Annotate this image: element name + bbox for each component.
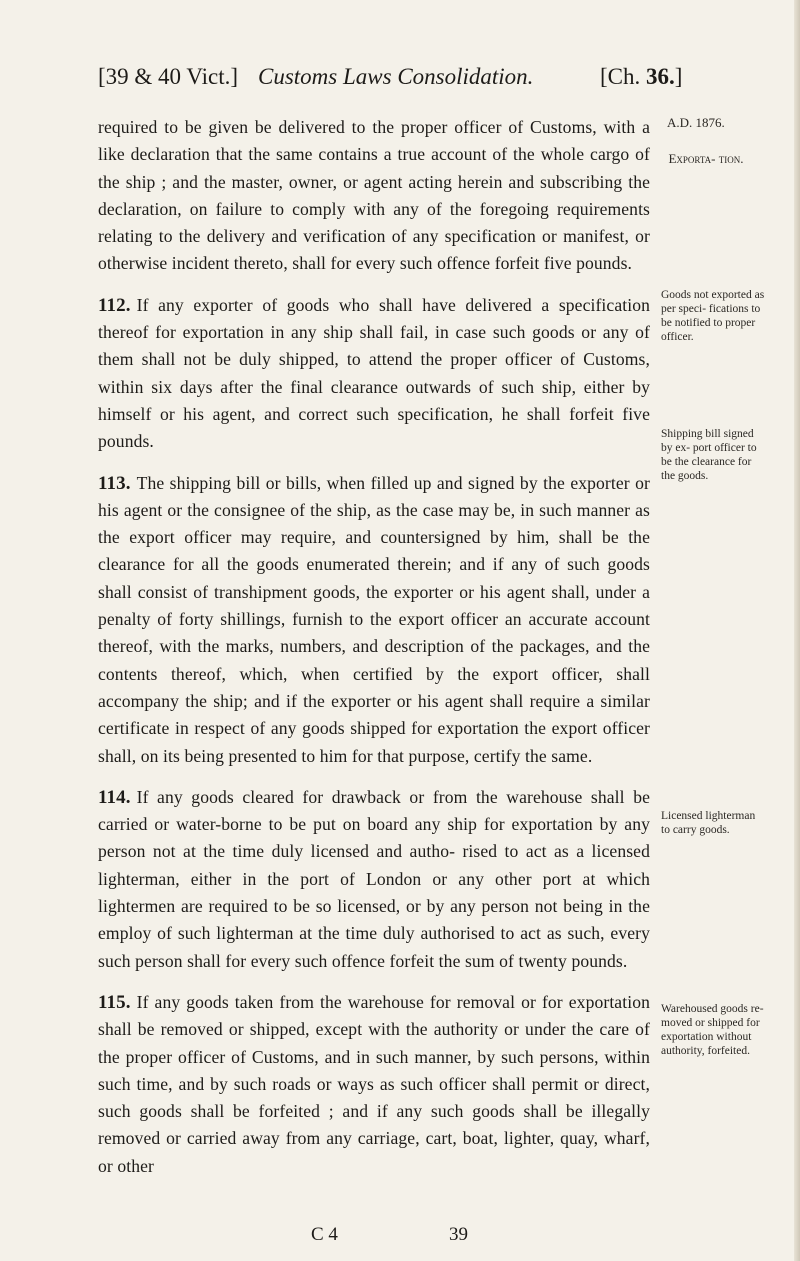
section-continuation [98,114,650,278]
section-number: 115. [98,991,131,1013]
section-number: 113. [98,472,131,494]
chapter-number: 36. [646,64,675,89]
section-text: The shipping bill or bills, when filled up and signed by the exporter or his agent or the consignee of the ship, as the case may be, in such manner as the export officer may require, and countersigned by him, shall be the clearance for all the goods enumerated therein; and if any of such goods shall consist of transhipment goods, the exporter or his agent shall, under a penalty of forty shillings, furnish to the export officer an accurate account thereof, with the marks, numbers, and description of the packages, and the contents thereof, which, when certified by the export officer, shall accompany the ship; and if the exporter or his agent shall require a similar certificate in respect of any goods shipped for exportation the export officer shall, on its being presented to him for that purpose, certify the same. [98,472,650,766]
page-footer [0,1224,800,1248]
section-paragraph [98,470,650,770]
chapter-prefix: [Ch. [600,64,646,89]
marginal-note-114: Licensed lighterman to carry goods. [661,810,756,836]
section-text: If any goods cleared for drawback or from the warehouse shall be carried or water-borne to be put on board any ship for exportation by any person not at the time duly licensed and autho- rised to act as a licensed lighterman, either in the port of London or any other port at which lightermen are required to be so licensed, or by any person not being in the employ of such lighterman at the time duly authorised to act as such, every such person shall for every such offence forfeit the sum of twenty pounds. [98,786,650,971]
main-text [98,114,650,1194]
margin-division: Exporta- tion. [668,151,744,166]
section-number: 114. [98,786,131,808]
header-title: Customs Laws Consolidation. [258,64,534,89]
signature-mark: C 4 [311,1224,338,1245]
section-number: 112. [98,294,131,316]
margin-year: A.D. 1876. [667,115,725,130]
section-paragraph [98,989,650,1180]
page-number: 39 [449,1224,468,1245]
page-edge [794,0,800,1261]
running-header [98,64,738,104]
section-113 [98,470,650,770]
section-text: required to be given be delivered to the proper officer of Customs, with a like declaration that the same contains a true account of the whole cargo of the ship ; and the master, owner, or agent acting herein and subscribing the declaration, on failure to comply with any of the foregoing requirements relating to the delivery and verification of any specification or manifest, or otherwise incident thereto, shall for every such offence forfeit five pounds. [98,117,650,274]
section-115 [98,989,650,1180]
marginal-note-115: Warehoused goods re- moved or shipped for exportation without authority, forfeited. [661,1003,764,1057]
section-112 [98,292,650,456]
marginal-note-112: Goods not exported as per speci- fications to be notified to proper officer. [661,289,765,343]
section-text: If any goods taken from the warehouse for removal or for exportation shall be removed or shipped, except with the authority or under the care of the proper officer of Customs, and in such manner, by such persons, within such time, and by such roads or ways as such officer shall permit or direct, such goods shall be forfeited ; and if any such goods shall be illegally removed or carried away from any carriage, cart, boat, lighter, quay, wharf, or other [98,991,650,1176]
section-paragraph [98,292,650,456]
regnal-year: [39 & 40 Vict.] [98,64,239,89]
section-paragraph [98,784,650,975]
chapter-ref [600,64,682,90]
section-114 [98,784,650,975]
marginal-note-113: Shipping bill signed by ex- port officer to be the clearance for the goods. [661,428,757,482]
chapter-suffix: ] [674,64,683,89]
section-text: If any exporter of goods who shall have delivered a specification thereof for exportation in any ship shall fail, in case such goods or any of them shall not be duly shipped, to attend the proper officer of Customs, within six days after the final clearance outwards of such ship, either by himself or his agent, and correct such specification, he shall forfeit five pounds. [98,294,650,452]
